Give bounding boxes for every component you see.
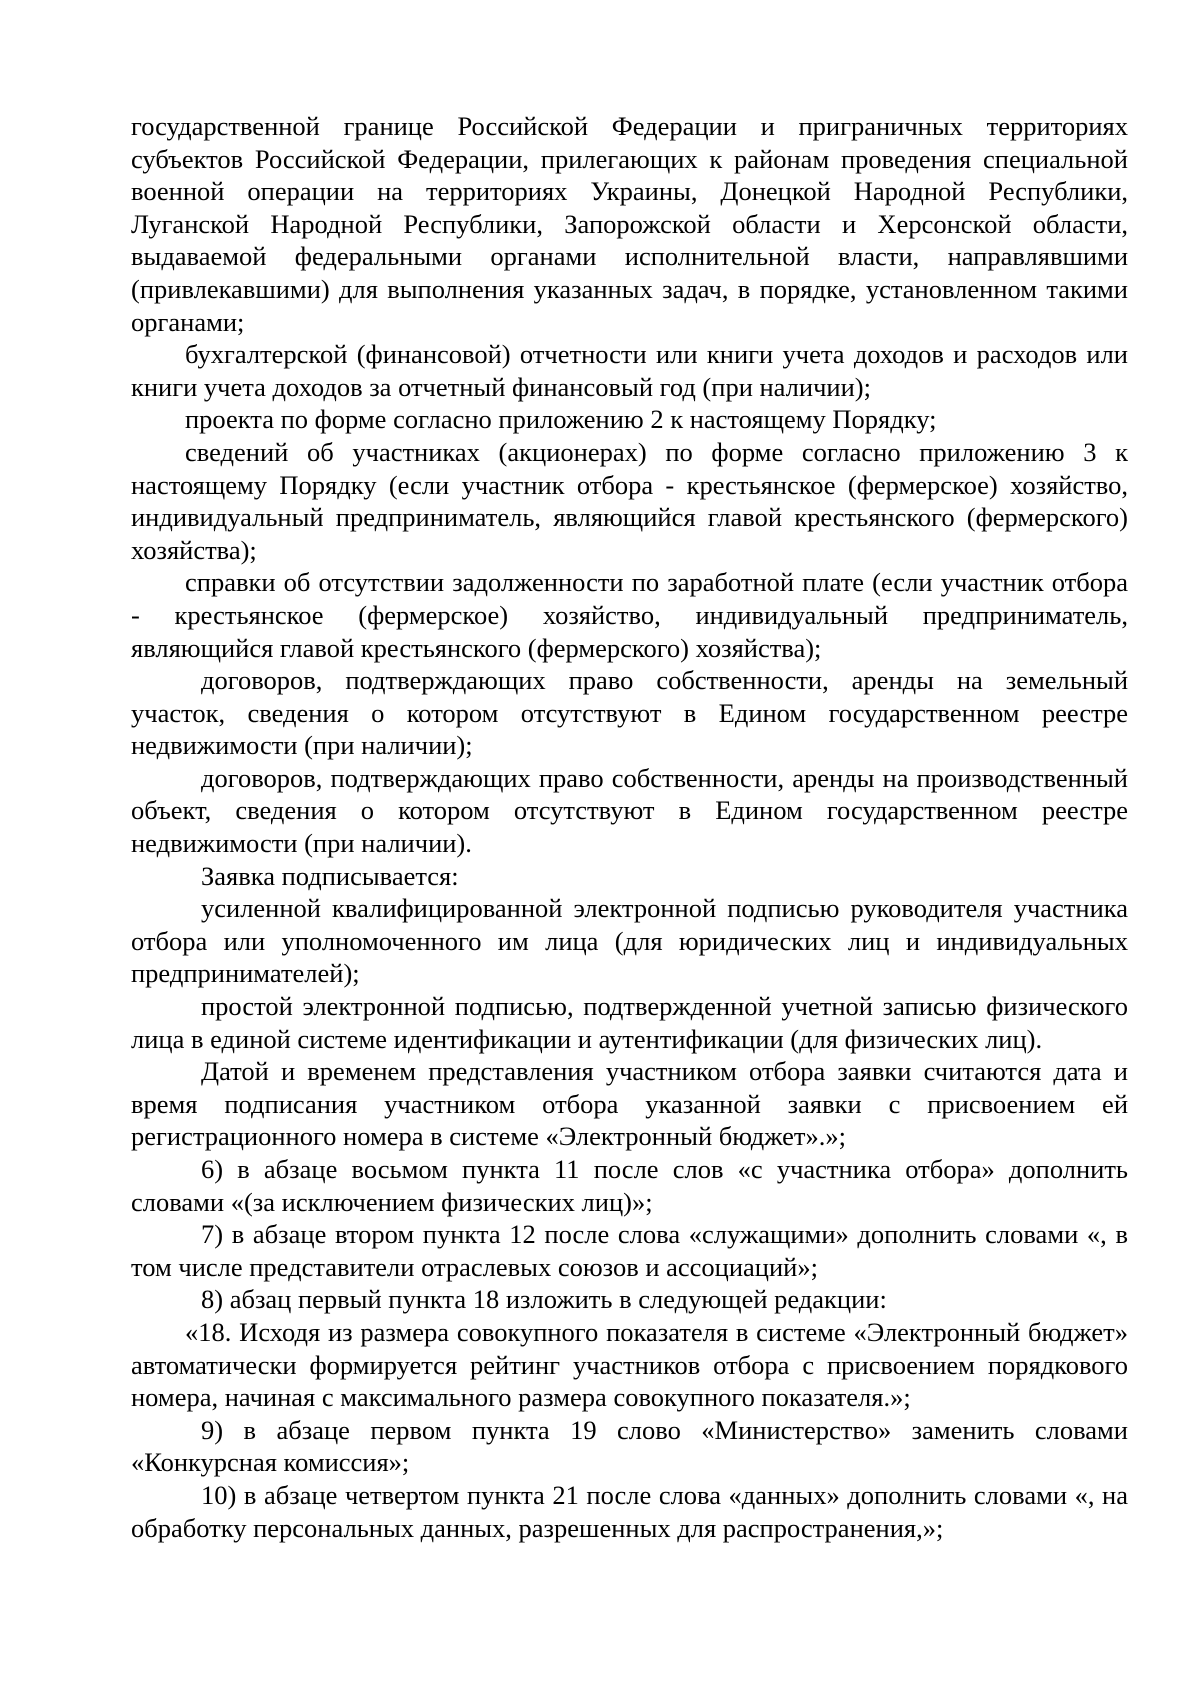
paragraph-6: договоров, подтверждающих право собственности, аренды на земельный участок, сведения о котором отсутствуют в Едином государственном реестре недвижимости (при наличии); <box>131 665 1128 761</box>
paragraph-11: Датой и временем представления участником отбора заявки считаются дата и время подписания участником отбора указанной заявки с присвоением ей регистрационного номера в системе «Электронный бюджет».»; <box>131 1056 1128 1152</box>
paragraph-14: 8) абзац первый пункта 18 изложить в следующей редакции: <box>201 1284 887 1315</box>
paragraph-1: государственной границе Российской Федерации и приграничных территориях субъектов Российской Федерации, прилегающих к районам проведения специальной военной операции на территориях Украины, Донецкой Народной Республики, Луганской Народной Республики, Запорожской области и Херсонской области, выдаваемой федеральными органами исполнительной власти, направлявшими (привлекавшими) для выполнения указанных задач, в порядке, установленном такими органами; <box>131 111 1128 337</box>
paragraph-8: Заявка подписывается: <box>201 860 459 891</box>
paragraph-17: 10) в абзаце четвертом пункта 21 после слова «данных» дополнить словами «, на обработку персональных данных, разрешенных для распространения,»; <box>131 1479 1128 1543</box>
paragraph-10: простой электронной подписью, подтвержденной учетной записью физического лица в единой системе идентификации и аутентификации (для физических лиц). <box>131 991 1128 1054</box>
paragraph-15: «18. Исходя из размера совокупного показателя в системе «Электронный бюджет» автоматически формируется рейтинг участников отбора с присвоением порядкового номера, начиная с максимального размера совокупного показателя.»; <box>131 1316 1128 1413</box>
paragraph-3: проекта по форме согласно приложению 2 к настоящему Порядку; <box>185 404 937 435</box>
paragraph-16: 9) в абзаце первом пункта 19 слово «Министерство» заменить словами «Конкурсная комиссия»; <box>131 1414 1128 1478</box>
paragraph-2: бухгалтерской (финансовой) отчетности или книги учета доходов и расходов или книги учета доходов за отчетный финансовый год (при наличии); <box>131 339 1128 402</box>
paragraph-12: 6) в абзаце восьмом пункта 11 после слов «с участника отбора» дополнить словами «(за исключением физических лиц)»; <box>131 1154 1128 1217</box>
paragraph-13: 7) в абзаце втором пункта 12 после слова «служащими» дополнить словами «, в том числе представители отраслевых союзов и ассоциаций»; <box>131 1219 1128 1282</box>
document-page <box>131 110 1128 1544</box>
paragraph-4: сведений об участниках (акционерах) по форме согласно приложению 3 к настоящему Порядку (если участник отбора - крестьянское (фермерское) хозяйство, индивидуальный предприниматель, являющийся главой крестьянского (фермерского) хозяйства); <box>131 436 1128 565</box>
paragraph-5: справки об отсутствии задолженности по заработной плате (если участник отбора - крестьянское (фермерское) хозяйство, индивидуальный предприниматель, являющийся главой крестьянского (фермерского) хозяйства); <box>131 567 1128 663</box>
paragraph-9: усиленной квалифицированной электронной подписью руководителя участника отбора или уполномоченного им лица (для юридических лиц и индивидуальных предпринимателей); <box>131 893 1128 989</box>
paragraph-7: договоров, подтверждающих право собственности, аренды на производственный объект, сведения о котором отсутствуют в Едином государственном реестре недвижимости (при наличии). <box>131 762 1128 859</box>
